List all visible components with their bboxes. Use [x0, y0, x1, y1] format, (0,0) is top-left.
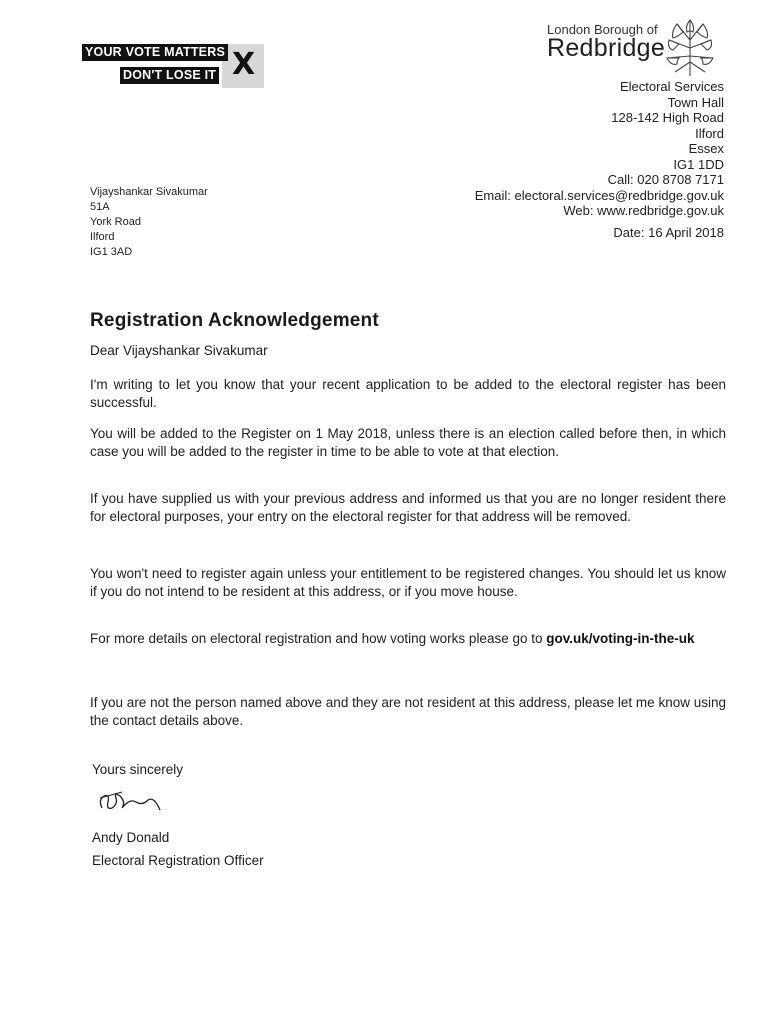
voting-info-link[interactable]: gov.uk/voting-in-the-uk	[546, 631, 695, 646]
recipient-line: 51A	[90, 201, 110, 213]
sender-line: 128-142 High Road	[611, 110, 724, 125]
sender-address	[475, 79, 724, 240]
signer-name: Andy Donald	[92, 830, 170, 845]
council-name: Redbridge	[547, 34, 666, 62]
recipient-address	[90, 185, 208, 260]
sender-line: Electoral Services	[619, 79, 724, 94]
banner-line-2: DON'T LOSE IT	[120, 67, 219, 84]
sender-line: Ilford	[695, 125, 724, 141]
paragraph-success: I'm writing to let you know that your recent application to be added to the electoral register has been successful.	[90, 377, 726, 410]
closing: Yours sincerely	[92, 762, 184, 777]
letter-date: Date: 16 April 2018	[613, 224, 724, 240]
paragraph-reregister: You won't need to register again unless your entitlement to be registered changes. You should let us know if you do not intend to be resident at this address, or if you move house.	[90, 566, 726, 599]
leaf-icon	[663, 18, 717, 78]
recipient-line: York Road	[90, 216, 141, 228]
banner-line-1: YOUR VOTE MATTERS	[82, 44, 228, 61]
sender-email: Email: electoral.services@redbridge.gov.uk	[474, 187, 724, 203]
vote-matters-banner	[82, 44, 264, 90]
paragraph-more-details	[90, 630, 726, 648]
paragraph-previous-address: If you have supplied us with your previous address and informed us that you are no longer resident there for electoral purposes, your entry on the electoral register for that address will be removed.	[90, 491, 726, 524]
sender-web: Web: www.redbridge.gov.uk	[563, 203, 724, 218]
recipient-line: Vijayshankar Sivakumar	[90, 186, 208, 198]
sender-line: IG1 1DD	[673, 156, 724, 172]
ballot-cross-icon: X	[232, 47, 256, 82]
recipient-line: IG1 3AD	[90, 246, 133, 258]
more-details-text: For more details on electoral registration and how voting works please go to	[90, 631, 547, 646]
paragraph-not-resident: If you are not the person named above and they are not resident at this address, please let me know using the contact details above.	[90, 695, 726, 728]
sender-line: Town Hall	[667, 94, 724, 110]
council-prefix: London Borough of	[547, 22, 658, 37]
letter-title: Registration Acknowledgement	[90, 310, 379, 331]
paragraph-register-date: You will be added to the Register on 1 May 2018, unless there is an election called before then, in which case you will be added to the register in time to be able to vote at that election.	[90, 426, 726, 459]
sender-line: Essex	[688, 141, 724, 156]
signer-role: Electoral Registration Officer	[92, 853, 264, 868]
salutation: Dear Vijayshankar Sivakumar	[90, 343, 268, 358]
recipient-line: Ilford	[90, 231, 115, 243]
sender-phone: Call: 020 8708 7171	[607, 172, 724, 187]
signature-mark	[96, 786, 168, 820]
